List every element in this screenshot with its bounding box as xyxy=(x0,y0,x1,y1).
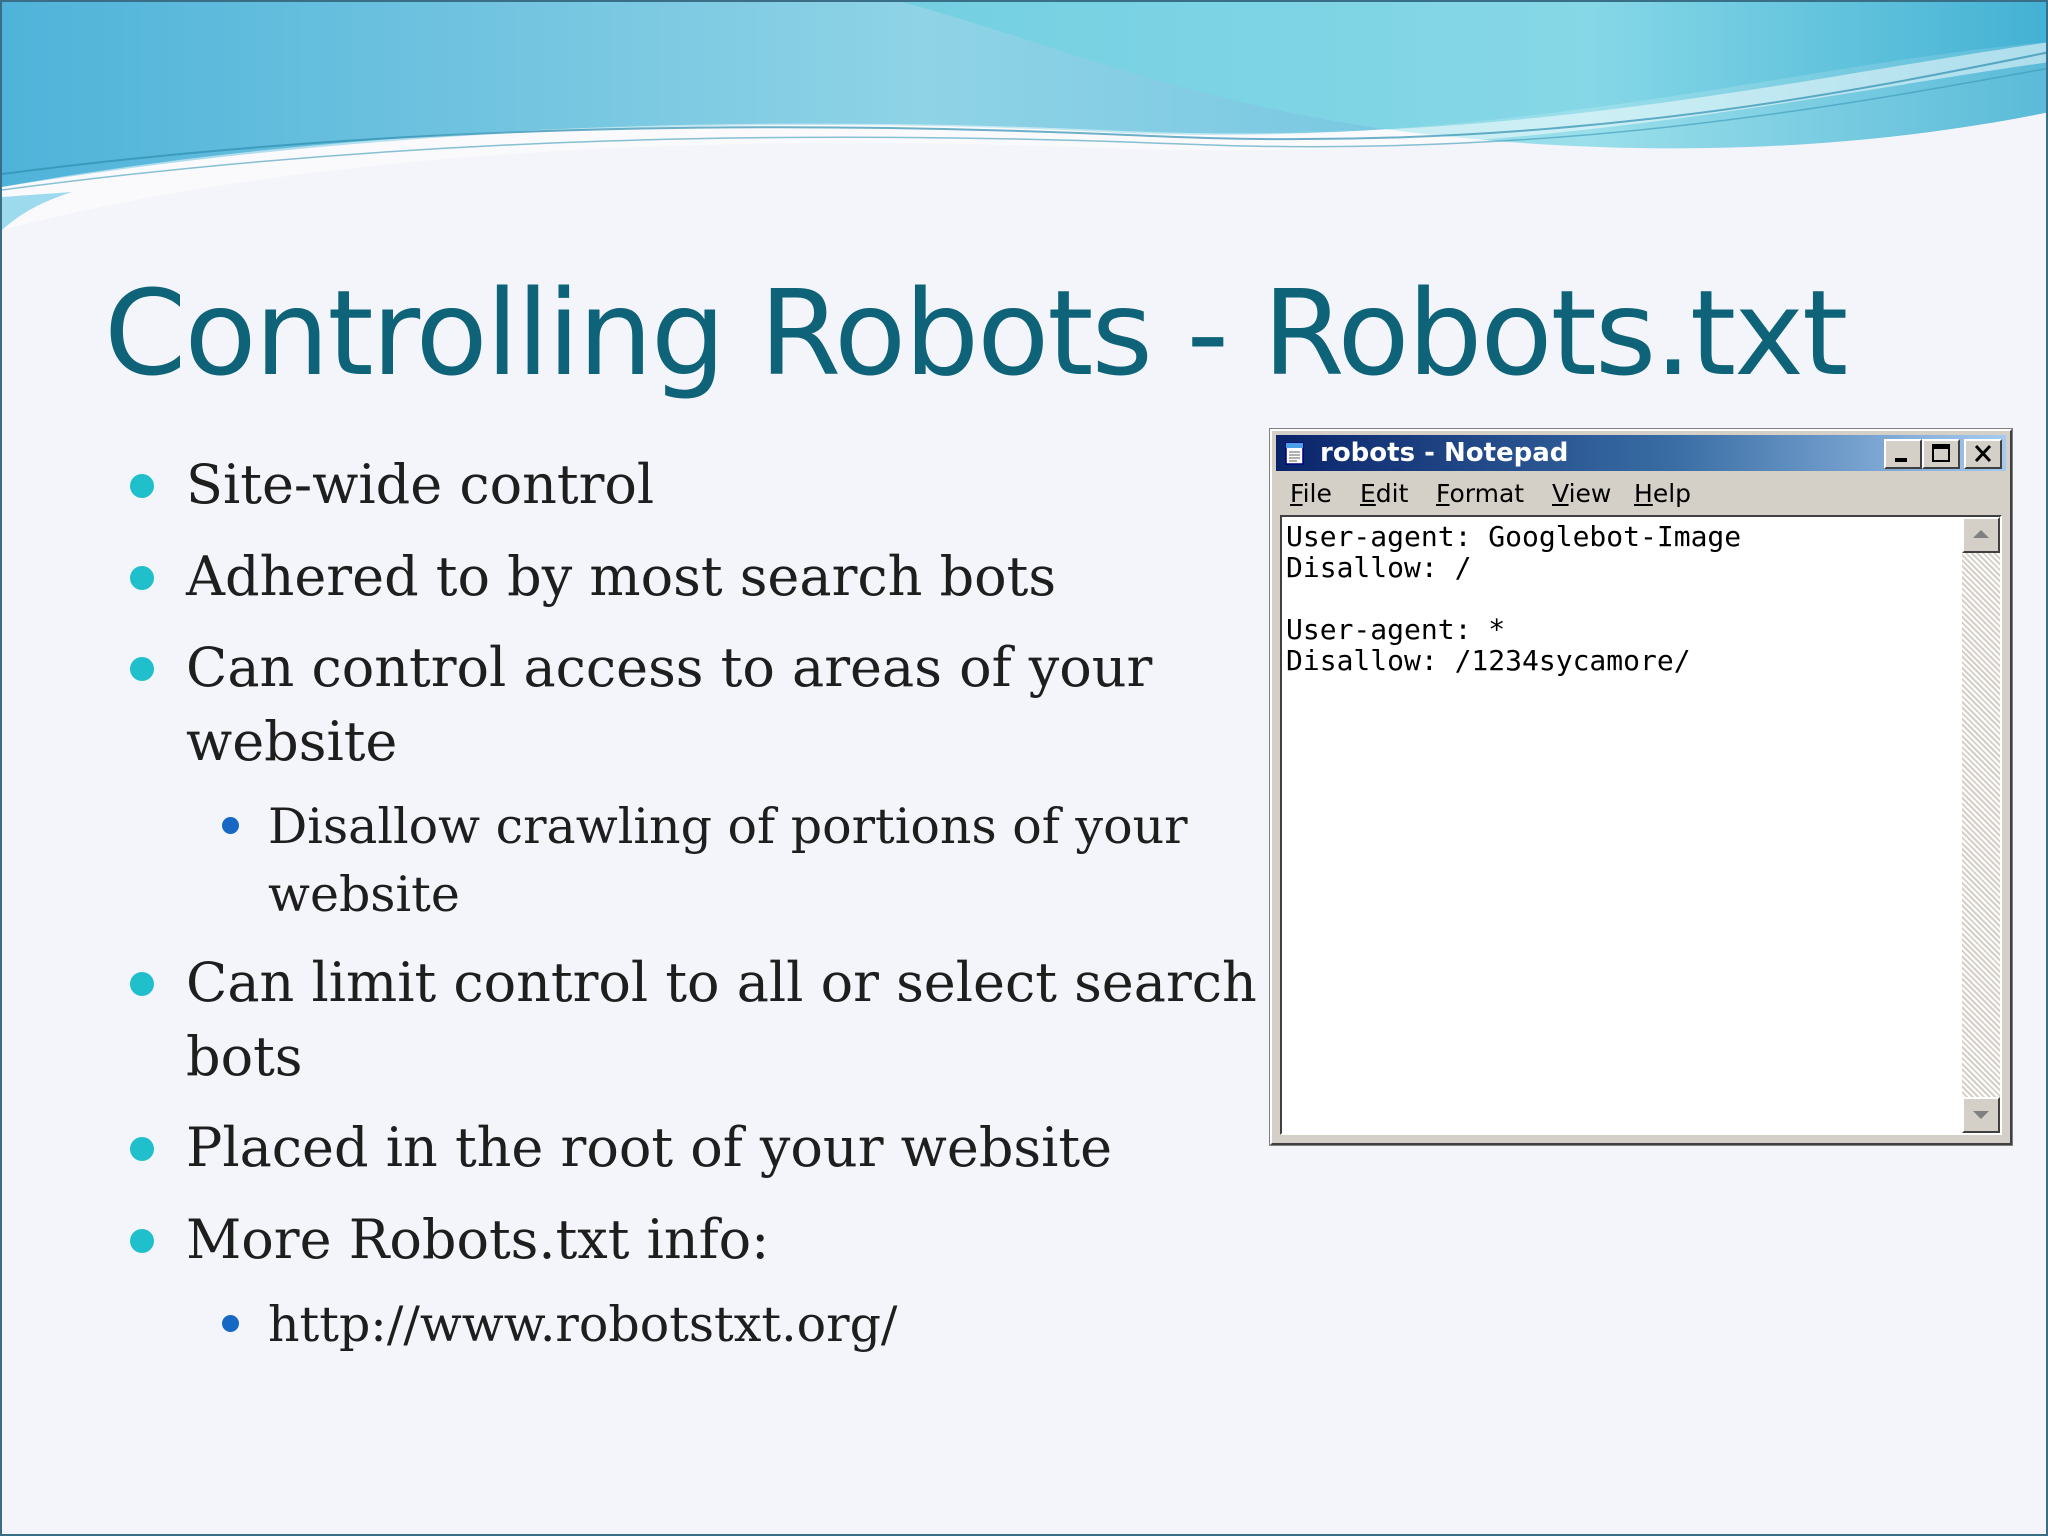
scroll-up-arrow-icon xyxy=(1964,519,1998,551)
maximize-button[interactable] xyxy=(1922,439,1960,469)
sub-bullet-text: website xyxy=(268,866,460,923)
sub-bullet-link[interactable]: http://www.robotstxt.org/ xyxy=(268,1296,898,1353)
notepad-window xyxy=(1270,429,2012,1145)
sub-bullet-text: Disallow crawling of portions of your xyxy=(268,798,1188,855)
bullet-dot xyxy=(130,566,154,590)
notepad-icon xyxy=(1282,440,1308,466)
sub-bullet-dot xyxy=(222,1315,239,1332)
maximize-icon xyxy=(1924,441,1958,467)
notepad-window-title: robots - Notepad xyxy=(1320,438,1569,468)
bullet-item xyxy=(186,540,1056,614)
minimize-button[interactable] xyxy=(1884,439,1922,469)
bullet-text: Adhered to by most search bots xyxy=(186,545,1057,608)
sub-bullet-dot xyxy=(222,817,239,834)
bullet-dot xyxy=(130,1229,154,1253)
scroll-up-button[interactable] xyxy=(1962,517,2000,553)
sub-bullet-item xyxy=(268,793,1188,929)
menu-edit[interactable]: Edit xyxy=(1360,479,1409,508)
bullet-text: Placed in the root of your website xyxy=(186,1116,1113,1179)
scroll-down-button[interactable] xyxy=(1962,1097,2000,1133)
bullet-item xyxy=(186,631,1152,779)
bullet-dot xyxy=(130,474,154,498)
bullet-text: Site-wide control xyxy=(186,453,655,516)
notepad-menubar xyxy=(1276,473,2006,513)
bullet-item xyxy=(186,1111,1112,1185)
bullet-text: Can limit control to all or select search xyxy=(186,951,1257,1014)
bullet-dot xyxy=(130,1137,154,1161)
minimize-icon xyxy=(1886,441,1920,467)
bullet-text: bots xyxy=(186,1025,303,1088)
close-icon xyxy=(1966,441,2000,467)
notepad-content[interactable]: User-agent: Googlebot-Image Disallow: / User-agent: * Disallow: /1234sycamore/ xyxy=(1286,520,1742,677)
menu-help[interactable]: Help xyxy=(1634,479,1692,508)
menu-format[interactable]: Format xyxy=(1436,479,1525,508)
bullet-text: More Robots.txt info: xyxy=(186,1208,770,1271)
slide-title: Controlling Robots - Robots.txt xyxy=(104,264,1847,402)
bullet-item xyxy=(186,448,654,522)
bullet-dot xyxy=(130,972,154,996)
menu-view[interactable]: View xyxy=(1552,479,1612,508)
bullet-text: website xyxy=(186,710,398,773)
notepad-text-area[interactable] xyxy=(1280,515,2002,1135)
bullet-text: Can control access to areas of your xyxy=(186,636,1153,699)
bullet-dot xyxy=(130,657,154,681)
sub-bullet-item xyxy=(268,1291,897,1359)
vertical-scrollbar[interactable] xyxy=(1962,517,2000,1133)
scroll-down-arrow-icon xyxy=(1964,1099,1998,1131)
menu-file[interactable]: File xyxy=(1290,479,1332,508)
bullet-item xyxy=(186,1203,769,1277)
close-button[interactable] xyxy=(1964,439,2002,469)
notepad-titlebar[interactable] xyxy=(1276,435,2006,471)
bullet-item xyxy=(186,946,1257,1094)
